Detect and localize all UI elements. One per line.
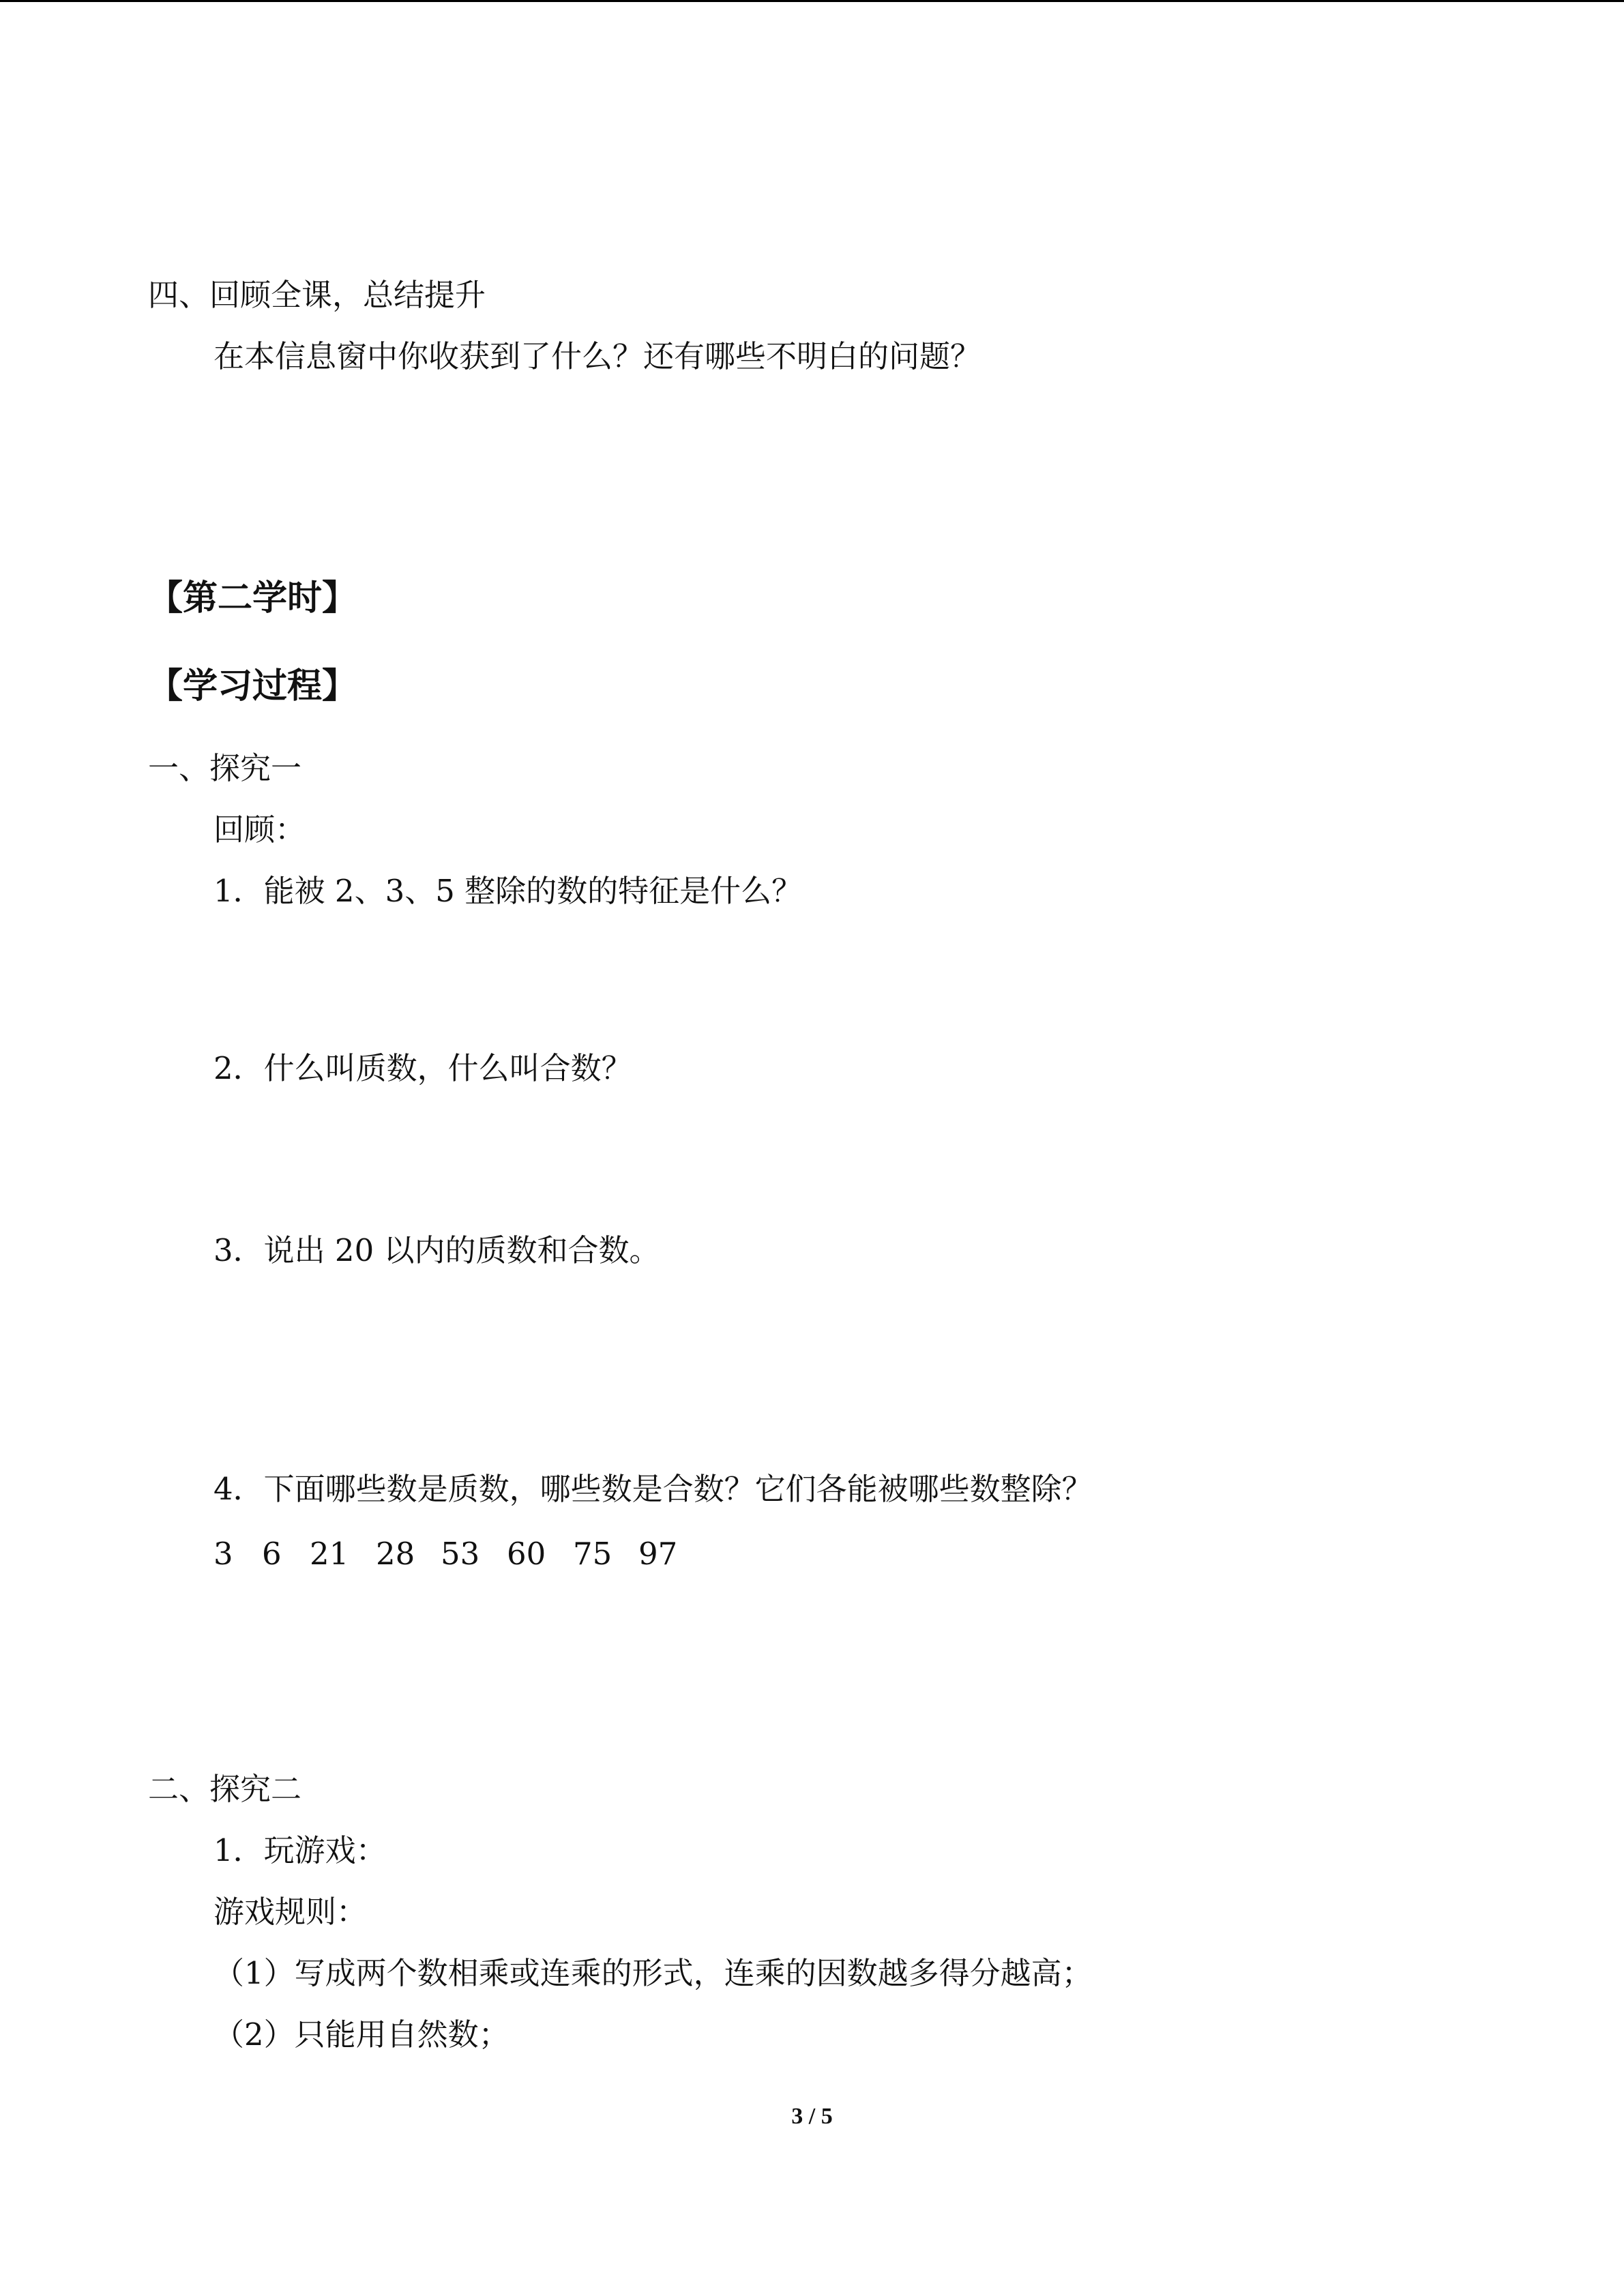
explore2-title: 二、探究二 bbox=[148, 1771, 302, 1807]
number-item: 21 bbox=[310, 1536, 349, 1572]
lesson2-heading: 【第二学时】 bbox=[148, 578, 357, 618]
section4-title: 四、回顾全课，总结提升 bbox=[148, 277, 486, 313]
page-number: 3 / 5 bbox=[791, 2104, 833, 2129]
question-3: 3．说出 20 以内的质数和合数。 bbox=[213, 1232, 660, 1268]
explore1-title: 一、探究一 bbox=[148, 750, 302, 786]
game-label: 1．玩游戏： bbox=[213, 1832, 387, 1868]
rules-label: 游戏规则： bbox=[213, 1894, 368, 1930]
question-2: 2．什么叫质数，什么叫合数？ bbox=[213, 1050, 632, 1086]
number-item: 75 bbox=[573, 1536, 612, 1572]
question-1: 1．能被 2、3、5 整除的数的特征是什么？ bbox=[213, 873, 803, 909]
number-item: 60 bbox=[507, 1536, 546, 1572]
page-top-border bbox=[0, 0, 1624, 2]
question-4: 4．下面哪些数是质数，哪些数是合数？它们各能被哪些数整除？ bbox=[213, 1471, 1093, 1507]
number-item: 97 bbox=[638, 1536, 678, 1572]
number-item: 28 bbox=[376, 1536, 415, 1572]
section4-text: 在本信息窗中你收获到了什么？还有哪些不明白的问题？ bbox=[213, 338, 981, 374]
number-item: 6 bbox=[262, 1536, 282, 1572]
number-item: 3 bbox=[213, 1536, 233, 1572]
rule-2: （2）只能用自然数； bbox=[213, 2016, 510, 2053]
process-heading: 【学习过程】 bbox=[148, 666, 357, 706]
number-item: 53 bbox=[441, 1536, 480, 1572]
rule-1: （1）写成两个数相乘或连乘的形式，连乘的因数越多得分越高； bbox=[213, 1955, 1093, 1991]
review-label: 回顾： bbox=[213, 811, 306, 848]
